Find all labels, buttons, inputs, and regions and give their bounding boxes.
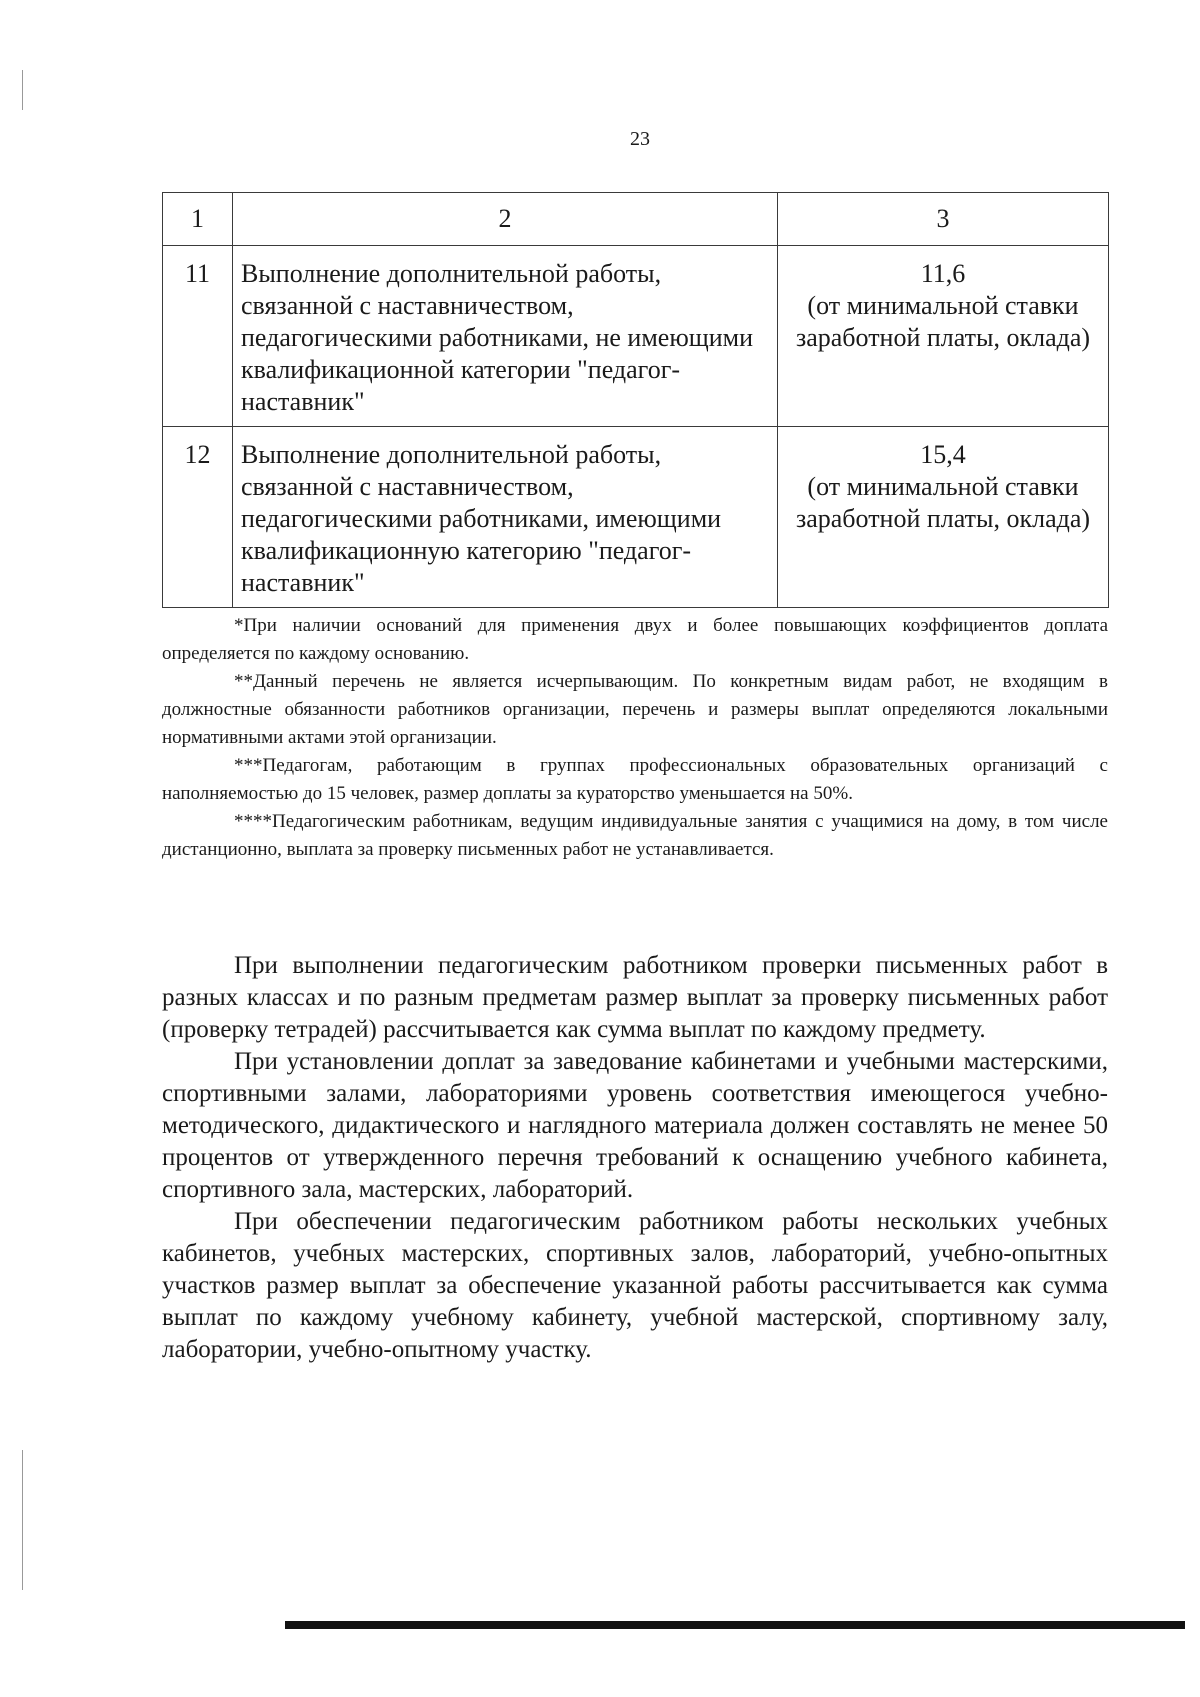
- table-row: [163, 427, 1109, 608]
- rate-value: 11,6: [920, 259, 966, 288]
- row-description: Выполнение дополнительной работы, связанной с наставничеством, педагогическими работниками, не имеющими квалификационной категории "педагог-наставник": [233, 246, 778, 427]
- row-rate: [778, 246, 1109, 427]
- table-header-cell: 3: [778, 193, 1109, 246]
- payment-table: [162, 192, 1109, 608]
- footnote: **Данный перечень не является исчерпывающим. По конкретным видам работ, не входящим в должностные обязанности работников организации, перечень и размеры выплат определяются локальными нормативными актами этой организации.: [162, 671, 1108, 748]
- row-number: 11: [163, 246, 233, 427]
- page-number: 23: [630, 128, 650, 150]
- bottom-rule: [285, 1621, 1185, 1629]
- paragraph: При обеспечении педагогическим работником работы нескольких учебных кабинетов, учебных мастерских, спортивных залов, лабораторий, учебно-опытных участков размер выплат за обеспечение указанной работы рассчитывается как сумма выплат по каждому учебному кабинету, учебной мастерской, спортивному залу, лаборатории, учебно-опытному участку.: [162, 1208, 1108, 1363]
- body-text: [162, 950, 1108, 1366]
- row-description: Выполнение дополнительной работы, связанной с наставничеством, педагогическими работниками, имеющими квалификационную категорию "педагог-наставник": [233, 427, 778, 608]
- footnote: ****Педагогическим работникам, ведущим индивидуальные занятия с учащимися на дому, в том числе дистанционно, выплата за проверку письменных работ не устанавливается.: [162, 811, 1108, 860]
- row-number: 12: [163, 427, 233, 608]
- rate-value: 15,4: [920, 440, 966, 469]
- footnote: *При наличии оснований для применения двух и более повышающих коэффициентов доплата определяется по каждому основанию.: [162, 615, 1108, 664]
- table-header-row: [163, 193, 1109, 246]
- paragraph: При установлении доплат за заведование кабинетами и учебными мастерскими, спортивными залами, лабораториями уровень соответствия имеющегося учебно-методического, дидактического и наглядного материала должен составлять не менее 50 процентов от утвержденного перечня требований к оснащению учебного кабинета, спортивного зала, мастерских, лабораторий.: [162, 1048, 1108, 1203]
- row-rate: [778, 427, 1109, 608]
- scan-edge-line-bottom: [22, 1450, 23, 1590]
- scan-edge-line-top: [22, 70, 23, 110]
- footnotes: [162, 612, 1108, 864]
- table-row: [163, 246, 1109, 427]
- table-header-cell: 1: [163, 193, 233, 246]
- rate-note: (от минимальной ставки заработной платы, оклада): [795, 472, 1091, 533]
- table-header-cell: 2: [233, 193, 778, 246]
- paragraph: При выполнении педагогическим работником проверки письменных работ в разных классах и по разным предметам размер выплат за проверку письменных работ (проверку тетрадей) рассчитывается как сумма выплат по каждому предмету.: [162, 952, 1108, 1043]
- footnote: ***Педагогам, работающим в группах профессиональных образовательных организаций с наполняемостью до 15 человек, размер доплаты за кураторство уменьшается на 50%.: [162, 755, 1108, 804]
- rate-note: (от минимальной ставки заработной платы, оклада): [795, 291, 1091, 352]
